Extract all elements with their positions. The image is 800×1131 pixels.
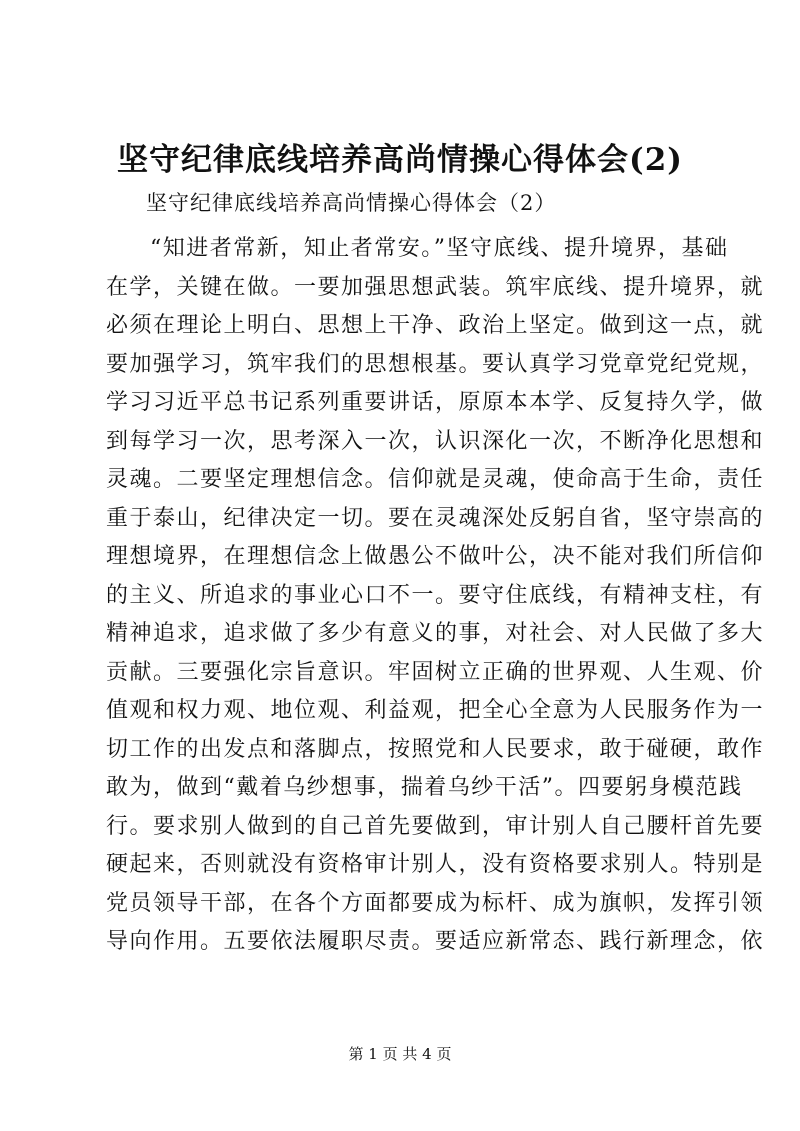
body-line: 理想境界，在理想信念上做愚公不做叶公，决不能对我们所信仰 <box>106 544 765 569</box>
body-line: 的主义、所追求的事业心口不一。要守住底线，有精神支柱，有 <box>106 582 765 608</box>
body-line: 学习习近平总书记系列重要讲话，原原本本学、反复持久学，做 <box>106 390 765 415</box>
body-line: “知进者常新，知止者常安。”坚守底线、提升境界，基础 <box>150 236 729 261</box>
body-line: 敢为，做到“戴着乌纱想事，揣着乌纱干活”。四要躬身模范践 <box>106 775 743 800</box>
body-line: 必须在理论上明白、思想上干净、政治上坚定。做到这一点，就 <box>106 313 765 338</box>
body-line: 贡献。三要强化宗旨意识。牢固树立正确的世界观、人生观、价 <box>106 659 765 685</box>
body-line: 党员领导干部，在各个方面都要成为标杆、成为旗帜，发挥引领 <box>106 890 765 916</box>
body-line: 硬起来，否则就没有资格审计别人，没有资格要求别人。特别是 <box>106 852 765 877</box>
body-line: 要加强学习，筑牢我们的思想根基。要认真学习党章党纪党规， <box>106 351 765 377</box>
body-line: 值观和权力观、地位观、利益观，把全心全意为人民服务作为一 <box>106 698 765 723</box>
document-subtitle: 坚守纪律底线培养高尚情操心得体会（2） <box>146 191 557 215</box>
document-body <box>106 230 765 962</box>
body-line: 行。要求别人做到的自己首先要做到，审计别人自己腰杆首先要 <box>106 813 765 839</box>
body-line: 重于泰山，纪律决定一切。要在灵魂深处反躬自省，坚守崇高的 <box>106 505 765 531</box>
document-title: 坚守纪律底线培养高尚情操心得体会(2) <box>117 142 683 178</box>
body-line: 切工作的出发点和落脚点，按照党和人民要求，敢于碰硬，敢作 <box>106 736 765 762</box>
body-line: 到每学习一次，思考深入一次，认识深化一次，不断净化思想和 <box>106 428 765 454</box>
body-line: 导向作用。五要依法履职尽责。要适应新常态、践行新理念，依 <box>106 929 765 954</box>
body-line: 精神追求，追求做了多少有意义的事，对社会、对人民做了多大 <box>106 621 765 646</box>
body-line: 在学，关键在做。一要加强思想武装。筑牢底线、提升境界，就 <box>106 274 765 300</box>
body-line: 灵魂。二要坚定理想信念。信仰就是灵魂，使命高于生命，责任 <box>106 467 765 492</box>
page-footer: 第 1 页 共 4 页 <box>348 1045 452 1063</box>
